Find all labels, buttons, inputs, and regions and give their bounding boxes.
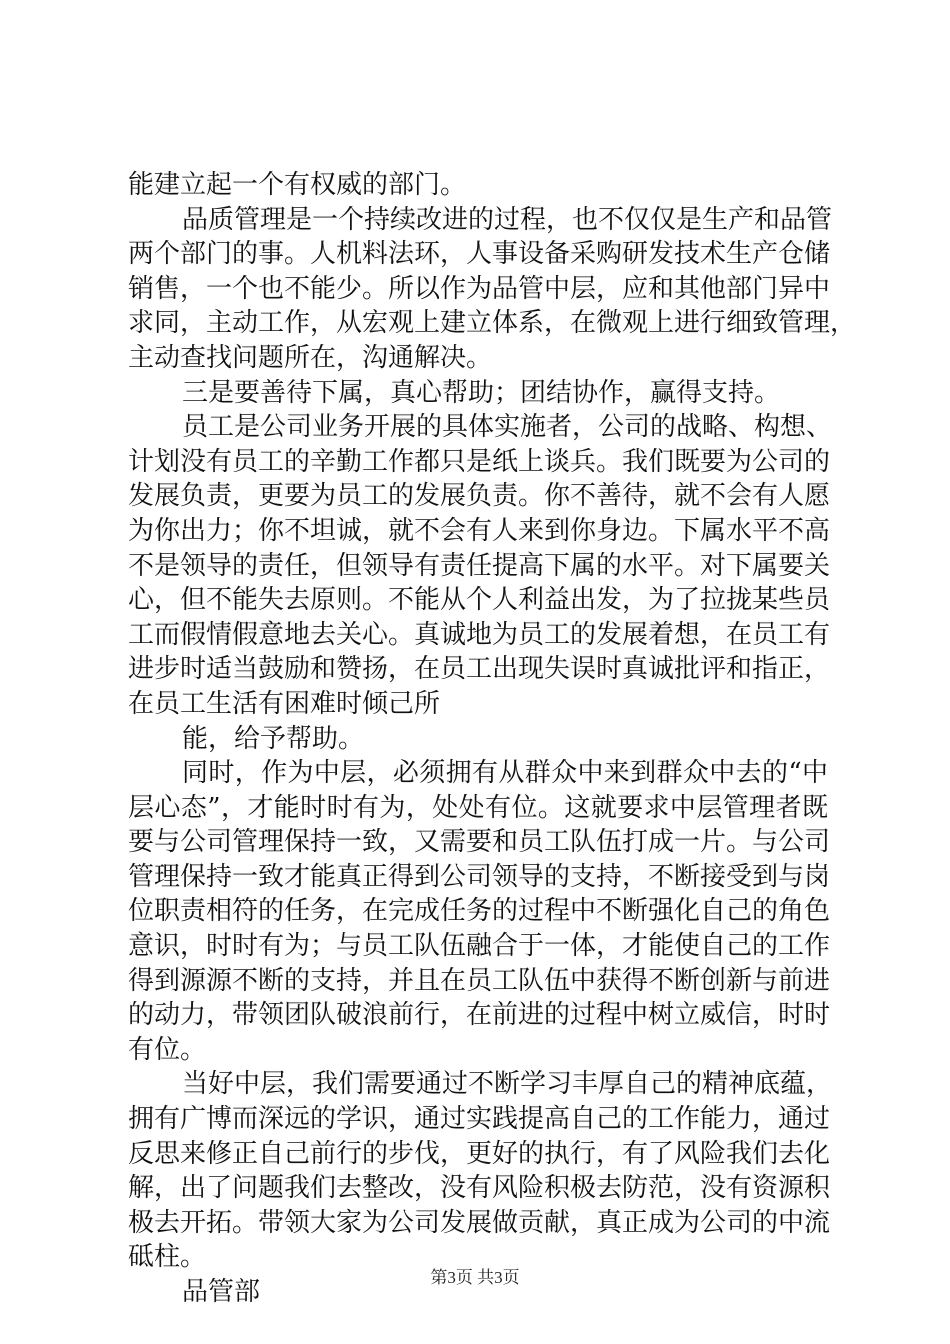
text-line: 销售，一个也不能少。所以作为品管中层，应和其他部门异中	[128, 273, 831, 304]
text-line: 不是领导的责任，但领导有责任提高下属的水平。对下属要关	[128, 550, 831, 581]
text-line: 层心态”，才能时时有为，处处有位。这就要求中层管理者既	[128, 792, 828, 823]
text-line: 进步时适当鼓励和赞扬，在员工出现失误时真诚批评和指正，	[128, 654, 831, 685]
text-line: 发展负责，更要为员工的发展负责。你不善待，就不会有人愿	[128, 481, 831, 512]
text-line: 三是要善待下属，真心帮助；团结协作，赢得支持。	[182, 377, 781, 408]
text-line: 位职责相符的任务，在完成任务的过程中不断强化自己的角色	[128, 896, 831, 927]
document-body	[128, 168, 857, 1310]
text-line: 解，出了问题我们去整改，没有风险积极去防范，没有资源积	[128, 1173, 831, 1204]
text-line: 要与公司管理保持一致，又需要和员工队伍打成一片。与公司	[128, 827, 831, 858]
text-line: 有位。	[128, 1034, 207, 1065]
text-line: 当好中层，我们需要通过不断学习丰厚自己的精神底蕴，	[182, 1069, 833, 1100]
text-line: 能，给予帮助。	[182, 723, 365, 754]
text-line: 品质管理是一个持续改进的过程，也不仅仅是生产和品管	[182, 204, 833, 235]
text-line: 在员工生活有困难时倾己所	[128, 688, 441, 719]
text-line: 计划没有员工的辛勤工作都只是纸上谈兵。我们既要为公司的	[128, 446, 831, 477]
text-line: 为你出力；你不坦诚，就不会有人来到你身边。下属水平不高	[128, 515, 831, 546]
text-line: 的动力，带领团队破浪前行，在前进的过程中树立威信，时时	[128, 1000, 831, 1031]
text-line: 主动查找问题所在，沟通解决。	[128, 342, 493, 373]
text-line: 两个部门的事。人机料法环，人事设备采购研发技术生产仓储	[128, 239, 831, 270]
text-line: 心，但不能失去原则。不能从个人利益出发，为了拉拢某些员	[128, 585, 831, 616]
text-line: 反思来修正自己前行的步伐，更好的执行，有了风险我们去化	[128, 1138, 831, 1169]
text-line: 员工是公司业务开展的具体实施者，公司的战略、构想、	[182, 412, 833, 443]
text-line: 求同，主动工作，从宏观上建立体系，在微观上进行细致管理，	[128, 308, 857, 339]
text-line: 能建立起一个有权威的部门。	[128, 170, 467, 200]
text-line: 得到源源不断的支持，并且在员工队伍中获得不断创新与前进	[128, 965, 831, 996]
text-line: 砥柱。	[128, 1242, 207, 1273]
text-line: 拥有广博而深远的学识，通过实践提高自己的工作能力，通过	[128, 1104, 831, 1135]
text-line: 同时，作为中层，必须拥有从群众中来到群众中去的“中	[182, 758, 828, 789]
signature-department: 品管部	[182, 1277, 261, 1307]
text-line: 意识，时时有为；与员工队伍融合于一体，才能使自己的工作	[128, 931, 831, 962]
page-number: 第3页 共3页	[430, 1268, 520, 1287]
text-line: 极去开拓。带领大家为公司发展做贡献，真正成为公司的中流	[128, 1207, 831, 1238]
text-line: 管理保持一致才能真正得到公司领导的支持，不断接受到与岗	[128, 861, 831, 892]
text-line: 工而假情假意地去关心。真诚地为员工的发展着想，在员工有	[128, 619, 831, 650]
